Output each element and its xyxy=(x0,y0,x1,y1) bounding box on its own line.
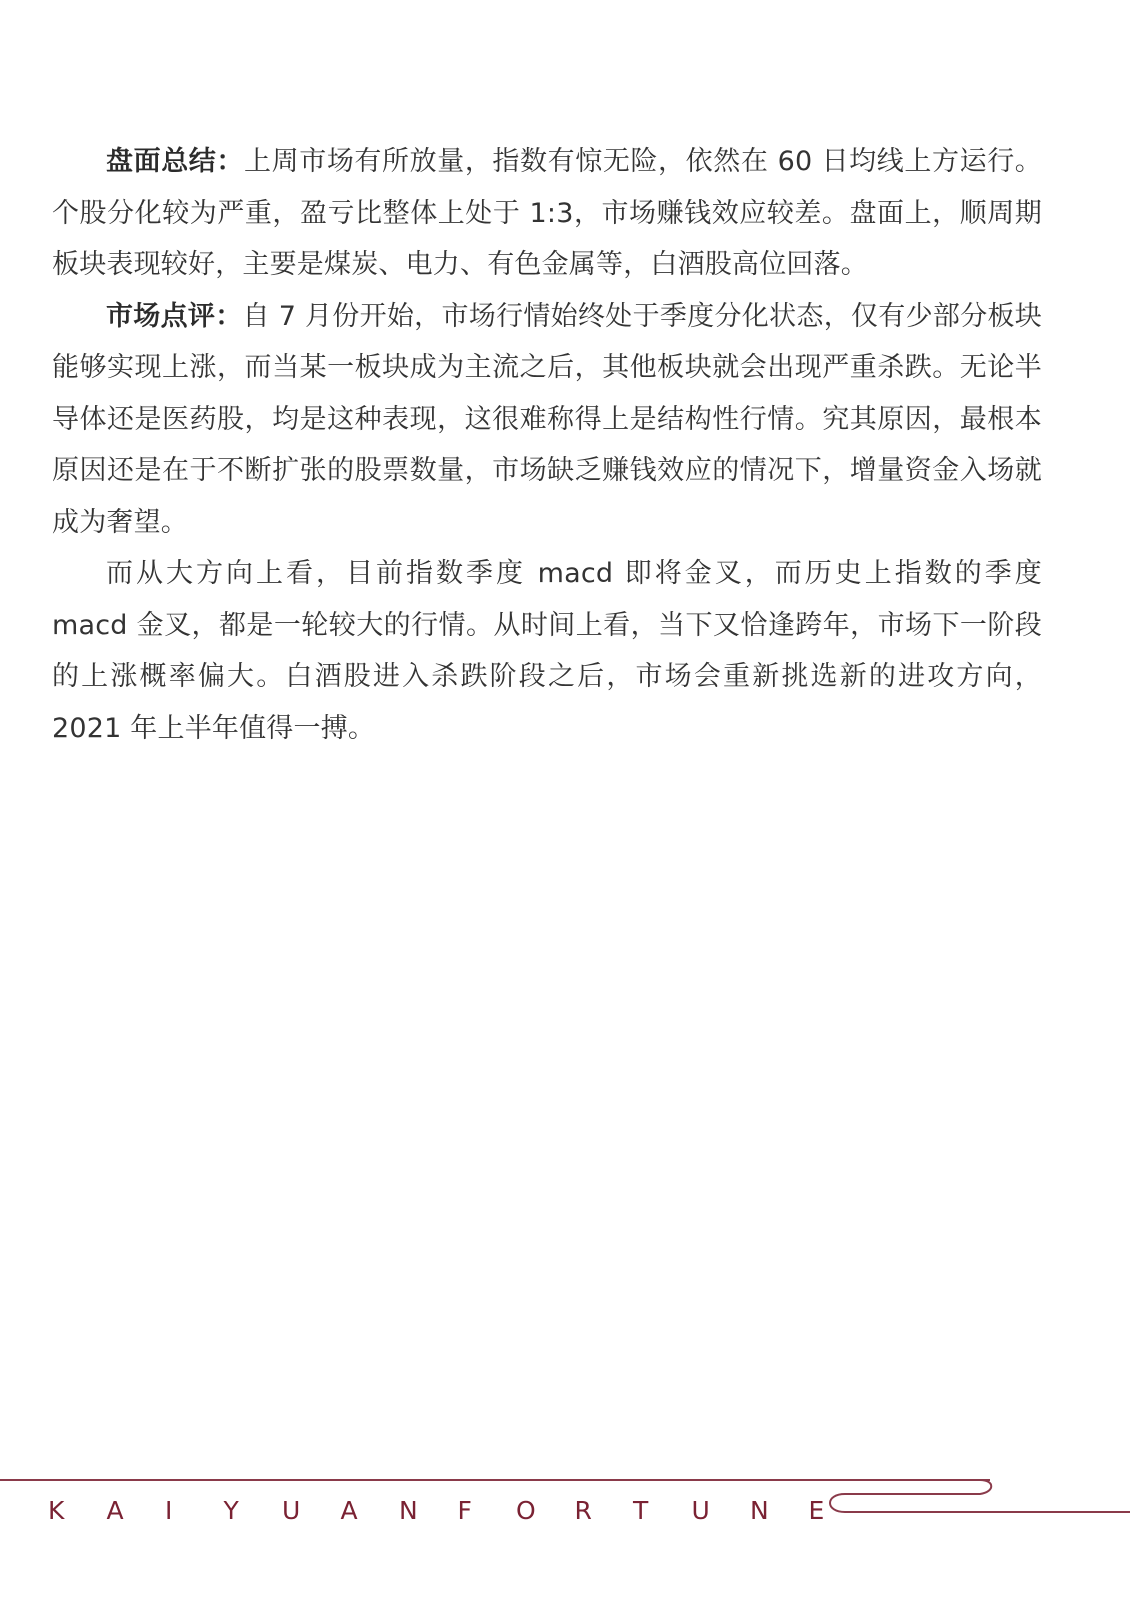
brand-letter: R xyxy=(574,1496,592,1525)
paragraph-market-review xyxy=(52,291,1042,549)
paragraph-text: 自 7 月份开始，市场行情始终处于季度分化状态，仅有少部分板块能够实现上涨，而当某一板块成为主流之后，其他板块就会出现严重杀跌。无论半导体还是医药股，均是这种表现，这很难称得上是结构性行情。究其原因，最根本原因还是在于不断扩张的股票数量，市场缺乏赚钱效应的情况下，增量资金入场就成为奢望。 xyxy=(52,300,1043,538)
brand-letter: Y xyxy=(223,1496,239,1525)
brand-letter: A xyxy=(340,1496,358,1525)
paragraph-lead: 市场点评： xyxy=(106,300,243,332)
paragraph-text: 上周市场有所放量，指数有惊无险，依然在 60 日均线上方运行。个股分化较为严重，盈亏比整体上处于 1:3，市场赚钱效应较差。盘面上，顺周期板块表现较好，主要是煤炭、电力、有色金属等，白酒股高位回落。 xyxy=(52,146,1042,280)
brand-letter: N xyxy=(399,1496,418,1525)
paragraph-text: 而从大方向上看，目前指数季度 macd 即将金叉，而历史上指数的季度 macd 金叉，都是一轮较大的行情。从时间上看，当下又恰逢跨年，市场下一阶段的上涨概率偏大。白酒股进入杀跌阶段之后，市场会重新挑选新的进攻方向，2021 年上半年值得一搏。 xyxy=(52,558,1042,744)
document-body xyxy=(52,136,1042,754)
footer-brand-logo xyxy=(48,1496,867,1525)
paragraph-lead: 盘面总结： xyxy=(106,146,245,177)
brand-letter: O xyxy=(516,1496,536,1525)
brand-letter: T xyxy=(633,1496,649,1525)
brand-letter: N xyxy=(750,1496,769,1525)
paragraph-market-summary xyxy=(52,136,1042,291)
brand-letter: I xyxy=(165,1496,173,1525)
brand-letter: U xyxy=(691,1496,710,1525)
brand-letter: U xyxy=(282,1496,301,1525)
brand-letter: F xyxy=(457,1496,472,1525)
brand-letter: A xyxy=(106,1496,124,1525)
footer-swoosh-decoration xyxy=(820,1470,1130,1530)
brand-letter: E xyxy=(808,1496,825,1525)
paragraph-outlook xyxy=(52,548,1042,754)
brand-letter: K xyxy=(48,1496,65,1525)
